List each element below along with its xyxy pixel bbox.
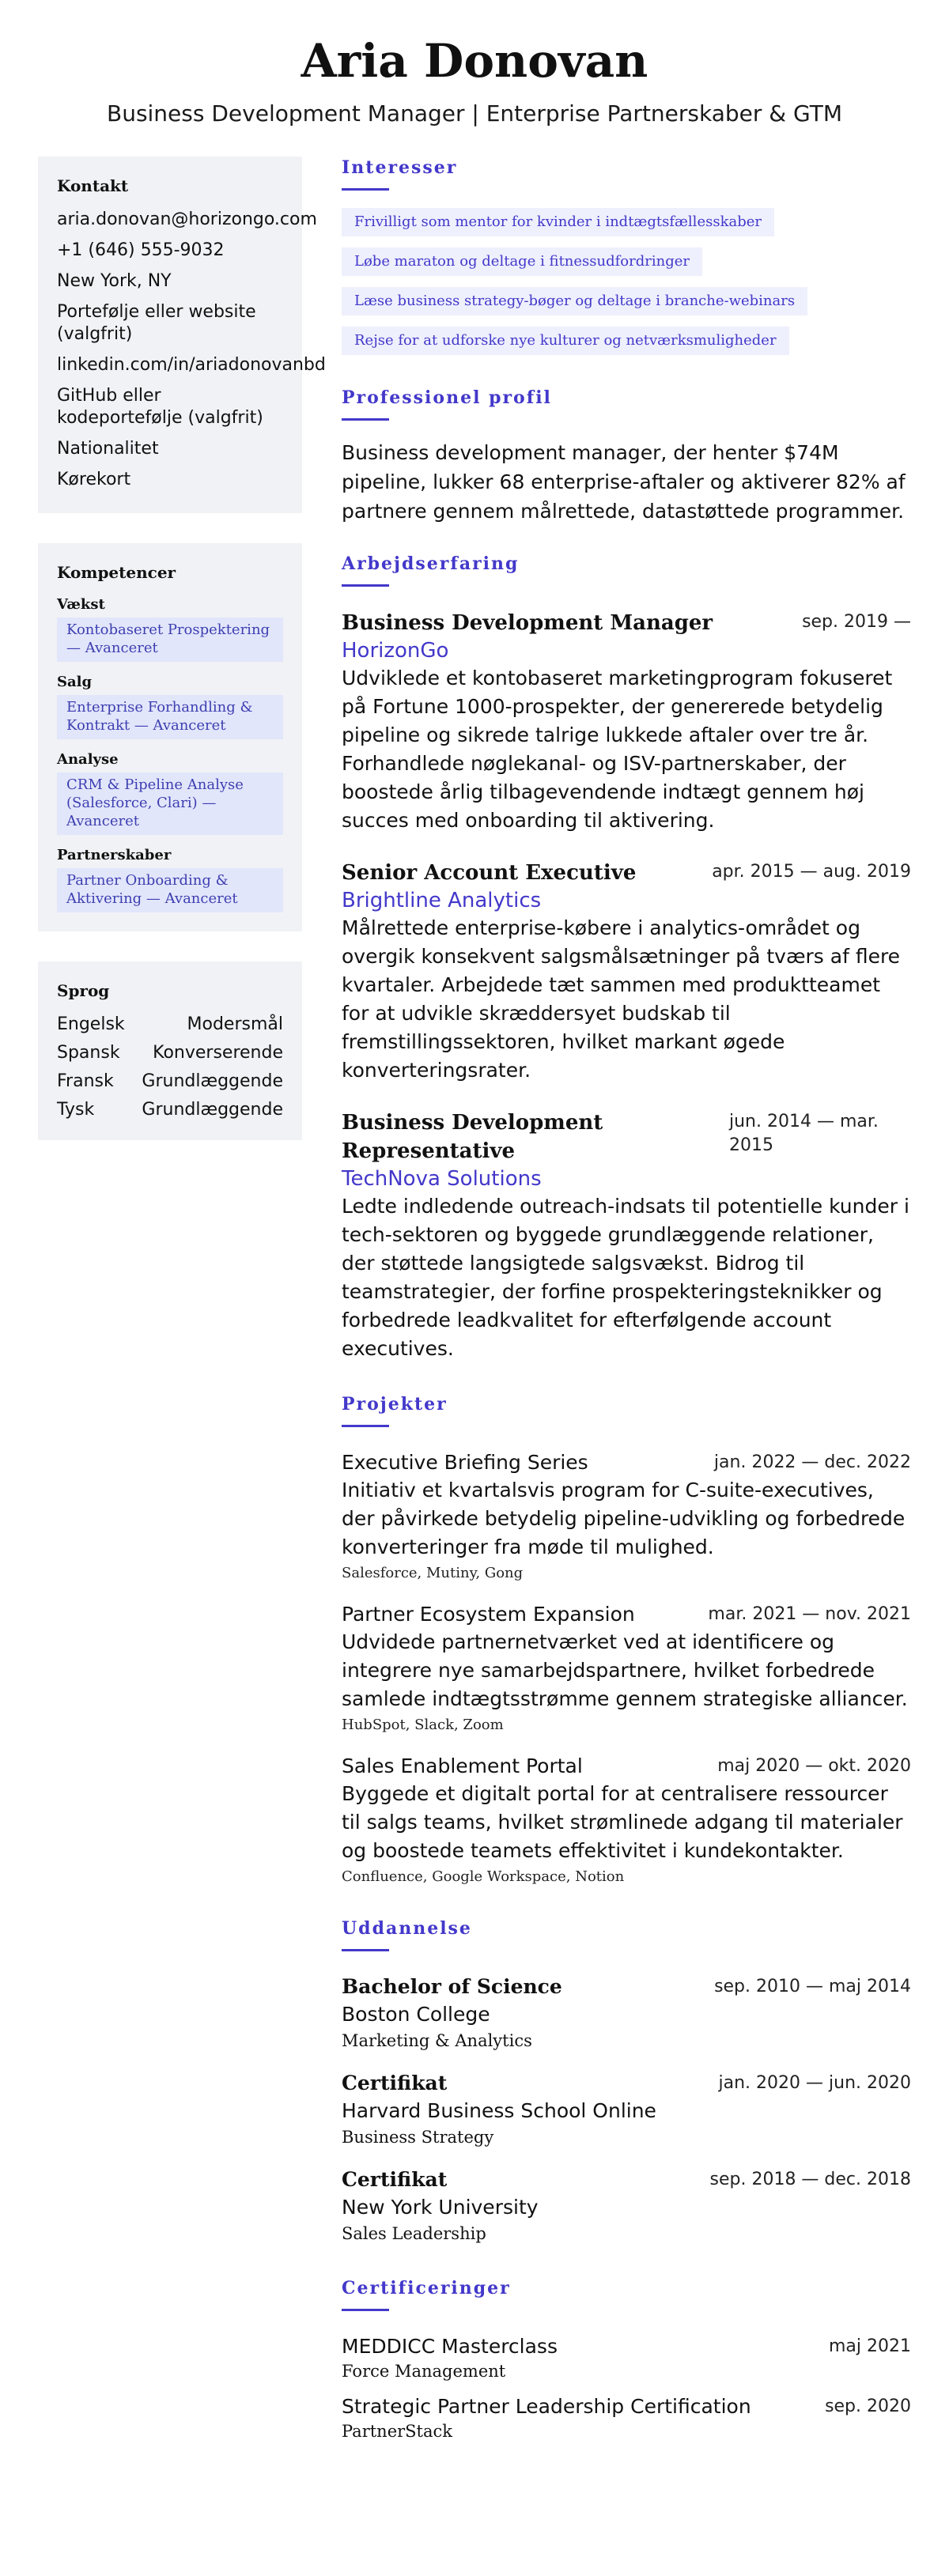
entry-header — [342, 2393, 911, 2420]
project-date: jan. 2022 — dec. 2022 — [713, 1452, 911, 1472]
edu-field: Sales Leadership — [342, 2224, 486, 2243]
project-description: Initiativ et kvartalsvis program for C-suite-executives, der påvirkede betydelig pipeline-udvikling og forbedrede konverteringer fra møde til mulighed. — [342, 1479, 906, 1558]
interest-tag: Rejse for at udforske nye kulturer og netværksmuligheder — [342, 327, 789, 355]
contact-portfolio[interactable]: Portefølje eller website (valgfrit) — [57, 302, 256, 344]
entry-header — [342, 859, 911, 887]
languages-title: Sprog — [57, 981, 110, 1000]
certification-entry — [342, 2333, 911, 2382]
section-divider — [342, 188, 389, 191]
language-level: Grundlæggende — [142, 1100, 283, 1120]
language-row — [57, 1099, 283, 1121]
project-tech: Salesforce, Mutiny, Gong — [342, 1565, 524, 1581]
project-title: Executive Briefing Series — [342, 1451, 588, 1474]
experience-entry — [342, 859, 911, 1085]
interest-list — [342, 208, 911, 366]
entry-header — [342, 1601, 911, 1628]
skill-tag: Kontobaseret Prospektering — Avanceret — [57, 618, 283, 662]
profile-section — [342, 387, 911, 526]
edu-school: New York University — [342, 2196, 539, 2219]
languages-card — [38, 961, 302, 1140]
interest-tag: Frivilligt som mentor for kvinder i indtægtsfællesskaber — [342, 208, 774, 236]
skill-group-title: Salg — [57, 674, 93, 690]
language-name: Spansk — [57, 1043, 120, 1063]
language-row — [57, 1014, 283, 1036]
project-entry — [342, 1449, 911, 1584]
job-title: Business Development Manager — [342, 611, 713, 635]
edu-degree: Certifikat — [342, 2072, 448, 2094]
experience-entry — [342, 1109, 911, 1363]
job-date: apr. 2015 — aug. 2019 — [712, 862, 911, 882]
interests-title: Interesser — [342, 157, 458, 178]
section-divider — [342, 2309, 389, 2311]
education-title: Uddannelse — [342, 1918, 472, 1939]
projects-section — [342, 1393, 911, 1887]
entry-header — [342, 1109, 911, 1165]
job-description: Udviklede et kontobaseret marketingprogram fokuseret på Fortune 1000-prospekter, der genererede betydelig pipeline og sikrede talrige lukkede aftaler over tre år. Forhandlede nøglekanal- og ISV-partnerskaber, der boostede årlig tilbagevendende indtægt gennem høj succes med onboarding til aktivering. — [342, 667, 893, 832]
resume-header — [0, 0, 949, 130]
projects-title: Projekter — [342, 1394, 448, 1415]
sidebar — [38, 157, 326, 1170]
skills-title: Kompetencer — [57, 563, 176, 582]
project-title: Sales Enablement Portal — [342, 1754, 583, 1777]
contact-linkedin[interactable]: linkedin.com/in/ariadonovanbd — [57, 355, 326, 375]
cert-org: Force Management — [342, 2362, 506, 2381]
job-description: Ledte indledende outreach-indsats til potentielle kunder i tech-sektoren og byggede grundlæggende relationer, der støttede langsigtede salgsvækst. Bidrog til teamstrategier, der forfine prospekteringsteknikker og forbedrede leadkvalitet for efterfølgende account executives. — [342, 1195, 909, 1360]
section-divider — [342, 1949, 389, 1951]
skill-group — [57, 750, 283, 835]
job-title: Senior Account Executive — [342, 861, 637, 885]
edu-school: Harvard Business School Online — [342, 2099, 656, 2122]
edu-school: Boston College — [342, 2003, 490, 2026]
entry-header — [342, 1449, 911, 1476]
skill-group — [57, 673, 283, 739]
interest-tag: Læse business strategy-bøger og deltage i branche-webinars — [342, 287, 807, 315]
education-section — [342, 1917, 911, 2246]
skill-group-title: Vækst — [57, 596, 105, 613]
edu-degree: Bachelor of Science — [342, 1975, 562, 1998]
entry-header — [342, 2166, 911, 2193]
entry-header — [342, 609, 911, 637]
skill-group-title: Analyse — [57, 751, 119, 768]
edu-degree: Certifikat — [342, 2168, 448, 2191]
skill-tag: Partner Onboarding & Aktivering — Avanceret — [57, 868, 283, 912]
skill-tag: Enterprise Forhandling & Kontrakt — Avanceret — [57, 695, 283, 739]
skill-group-title: Partnerskaber — [57, 847, 172, 863]
contact-phone[interactable]: +1 (646) 555-9032 — [57, 240, 225, 260]
company-name: Brightline Analytics — [342, 889, 542, 912]
edu-date: sep. 2018 — dec. 2018 — [709, 2170, 911, 2189]
project-tech: Confluence, Google Workspace, Notion — [342, 1868, 625, 1885]
company-name: HorizonGo — [342, 639, 449, 663]
skills-card — [38, 543, 302, 931]
project-date: mar. 2021 — nov. 2021 — [708, 1604, 911, 1624]
contact-github[interactable]: GitHub eller kodeportefølje (valgfrit) — [57, 386, 263, 428]
certifications-title: Certificeringer — [342, 2278, 511, 2298]
entry-header — [342, 1753, 911, 1780]
education-entry — [342, 2070, 911, 2149]
contact-title: Kontakt — [57, 176, 129, 195]
education-entry — [342, 2166, 911, 2246]
profile-summary: Business development manager, der henter $74M pipeline, lukker 68 enterprise-aftaler og aktiverer 82% af partnere gennem målrettede, datastøttede programmer. — [342, 441, 906, 523]
language-row — [57, 1071, 283, 1093]
project-entry — [342, 1753, 911, 1887]
education-entry — [342, 1974, 911, 2053]
project-title: Partner Ecosystem Expansion — [342, 1603, 635, 1626]
edu-field: Marketing & Analytics — [342, 2031, 532, 2050]
contact-card — [38, 157, 326, 513]
experience-section — [342, 553, 911, 1363]
job-date: sep. 2019 — — [802, 612, 911, 632]
person-tagline: Business Development Manager | Enterprise Partnerskaber & GTM — [106, 100, 842, 127]
main-content — [342, 157, 911, 2442]
skill-tag: CRM & Pipeline Analyse (Salesforce, Clari) — Avanceret — [57, 772, 283, 835]
project-entry — [342, 1601, 911, 1736]
person-name: Aria Donovan — [301, 34, 648, 88]
section-divider — [342, 418, 389, 421]
entry-header — [342, 2333, 911, 2360]
job-date: jun. 2014 — mar. 2015 — [729, 1112, 879, 1155]
contact-nationality: Nationalitet — [57, 439, 159, 459]
project-tech: HubSpot, Slack, Zoom — [342, 1717, 504, 1733]
cert-org: PartnerStack — [342, 2422, 453, 2441]
cert-name: Strategic Partner Leadership Certification — [342, 2395, 751, 2418]
contact-license: Kørekort — [57, 470, 131, 489]
language-level: Modersmål — [187, 1014, 283, 1034]
interests-section — [342, 157, 911, 366]
section-divider — [342, 584, 389, 587]
cert-date: sep. 2020 — [825, 2397, 911, 2416]
certification-entry — [342, 2393, 911, 2442]
project-date: maj 2020 — okt. 2020 — [717, 1756, 911, 1776]
entry-header — [342, 2070, 911, 2097]
edu-date: sep. 2010 — maj 2014 — [714, 1977, 911, 1996]
interest-tag: Løbe maraton og deltage i fitnessudfordringer — [342, 247, 702, 276]
edu-date: jan. 2020 — jun. 2020 — [718, 2073, 911, 2093]
job-title: Business Development Representative — [342, 1111, 603, 1163]
job-description: Målrettede enterprise-købere i analytics-området og overgik konsekvent salgsmålsætninger på tværs af flere kvartaler. Arbejdede tæt sammen med produktteamet for at udvikle skræddersyet budskab til fremstillingssektoren, hvilket markant øgede konverteringsrater. — [342, 916, 901, 1082]
company-name: TechNova Solutions — [342, 1167, 542, 1191]
section-divider — [342, 1425, 389, 1427]
skill-group — [57, 595, 283, 662]
experience-entry — [342, 609, 911, 835]
language-name: Engelsk — [57, 1014, 125, 1034]
skill-group — [57, 846, 283, 912]
profile-title: Professionel profil — [342, 387, 552, 408]
language-name: Tysk — [57, 1100, 95, 1120]
project-description: Udvidede partnernetværket ved at identificere og integrere nye samarbejdspartnere, hvilket forbedrede samlede indtægtsstrømme gennem strategiske alliancer. — [342, 1630, 908, 1710]
certifications-section — [342, 2277, 911, 2442]
contact-email[interactable]: aria.donovan@horizongo.com — [57, 210, 317, 229]
edu-field: Business Strategy — [342, 2128, 494, 2147]
language-row — [57, 1042, 283, 1064]
entry-header — [342, 1974, 911, 2000]
language-level: Grundlæggende — [142, 1071, 283, 1091]
language-level: Konverserende — [153, 1043, 283, 1063]
project-description: Byggede et digitalt portal for at centralisere ressourcer til salgs teams, hvilket strømlinede adgang til materialer og boostede teamets effektivitet i kundekontakter. — [342, 1782, 903, 1862]
cert-date: maj 2021 — [828, 2336, 911, 2356]
language-name: Fransk — [57, 1071, 114, 1091]
experience-title: Arbejdserfaring — [342, 553, 520, 574]
contact-location: New York, NY — [57, 271, 172, 291]
cert-name: MEDDICC Masterclass — [342, 2335, 558, 2358]
